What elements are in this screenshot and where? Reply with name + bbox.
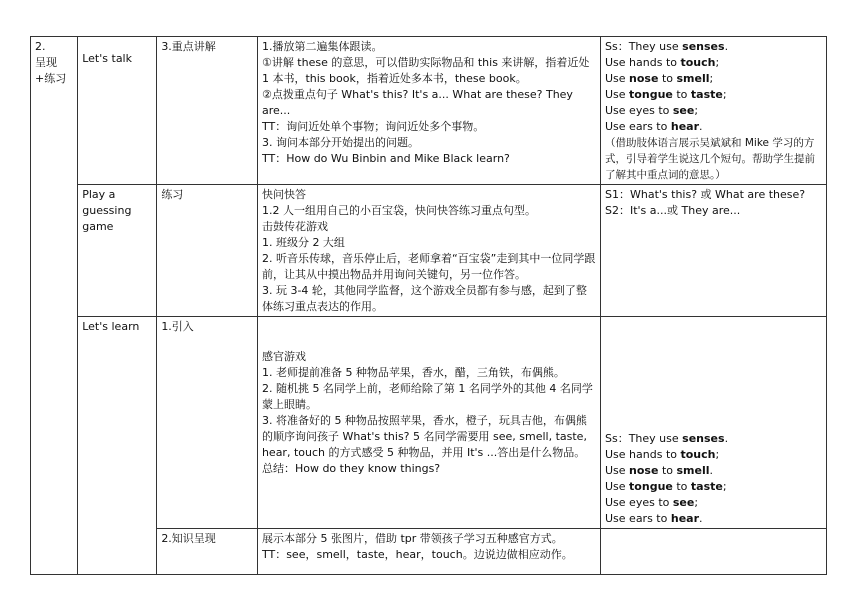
content-line: 1. 老师提前准备 5 种物品苹果，香水，醋，三角铁，布偶熊。 bbox=[261, 366, 565, 379]
student-cell bbox=[601, 529, 827, 575]
content-line: 快问快答 bbox=[261, 188, 306, 201]
student-line: Ss：They use senses. bbox=[605, 40, 729, 53]
student-line: Use tongue to taste; bbox=[605, 88, 727, 101]
student-note: （借助肢体语言展示吴斌斌和 Mike 学习的方式，引导着学生说这几个短句。帮助学生提前了解其中重点词的意思。） bbox=[605, 137, 815, 181]
student-line: Use ears to hear. bbox=[605, 120, 703, 133]
activity-cell bbox=[78, 317, 157, 575]
student-line: Use ears to hear. bbox=[605, 512, 703, 525]
stage-label: 2. 呈现+练习 bbox=[35, 40, 67, 85]
stage-cell bbox=[31, 37, 78, 575]
content-line: 展示本部分 5 张图片，借助 tpr 带领孩子学习五种感官方式。 bbox=[261, 532, 563, 545]
student-cell bbox=[601, 317, 827, 529]
content-line: 2. 随机挑 5 名同学上前，老师给除了第 1 名同学外的其他 4 名同学蒙上眼睛。 bbox=[261, 382, 593, 411]
content-line: 总结：How do they know things? bbox=[261, 462, 441, 475]
table-row bbox=[31, 185, 827, 317]
student-line: Use tongue to taste; bbox=[605, 480, 727, 493]
step-label: 3.重点讲解 bbox=[161, 40, 216, 53]
content-cell bbox=[257, 185, 600, 317]
content-line: 击鼓传花游戏 bbox=[261, 220, 328, 233]
content-line: 1.播放第二遍集体跟读。 bbox=[261, 40, 383, 53]
step-label: 练习 bbox=[161, 188, 184, 201]
content-line: 3. 玩 3-4 轮，其他同学监督，这个游戏全员都有参与感，起到了整体练习重点表达的作用。 bbox=[261, 284, 587, 313]
student-line: Use eyes to see; bbox=[605, 496, 699, 509]
student-cell bbox=[601, 185, 827, 317]
content-cell bbox=[257, 317, 600, 529]
student-line: Use nose to smell; bbox=[605, 72, 714, 85]
activity-label: Let's talk bbox=[82, 52, 132, 65]
activity-label: Let's learn bbox=[82, 320, 140, 333]
content-line: TT：How do Wu Binbin and Mike Black learn? bbox=[261, 152, 510, 165]
step-label: 1.引入 bbox=[161, 320, 194, 333]
content-line: ①讲解 these 的意思，可以借助实际物品和 this 来讲解，指着近处 1 本书，this book，指着近处多本书，these book。 bbox=[261, 56, 590, 85]
student-line: S2：It's a...或 They are... bbox=[605, 204, 741, 217]
content-line: 1. 班级分 2 大组 bbox=[261, 236, 345, 249]
step-cell bbox=[157, 37, 258, 185]
student-line: Ss：They use senses. bbox=[605, 432, 729, 445]
student-line: Use nose to smell. bbox=[605, 464, 714, 477]
student-cell bbox=[601, 37, 827, 185]
content-cell bbox=[257, 37, 600, 185]
table-row bbox=[31, 37, 827, 185]
step-cell bbox=[157, 317, 258, 529]
content-cell bbox=[257, 529, 600, 575]
table-row bbox=[31, 317, 827, 529]
content-line: 2. 听音乐传球，音乐停止后，老师拿着“百宝袋”走到其中一位同学跟前，让其从中摸出物品并用询问关键句，另一位作答。 bbox=[261, 252, 596, 281]
step-cell bbox=[157, 185, 258, 317]
content-line: 感官游戏 bbox=[261, 350, 306, 363]
activity-cell bbox=[78, 185, 157, 317]
content-line: 3. 将准备好的 5 种物品按照苹果，香水，橙子，玩具吉他，布偶熊的顺序询问孩子 What's this? 5 名同学需要用 see, smell, taste, hear, touch 的方式感受 5 种物品，并用 It's ...答出是什么物品。 bbox=[261, 414, 587, 459]
activity-cell bbox=[78, 37, 157, 185]
content-line: TT：询问近处单个事物；询问近处多个事物。 bbox=[261, 120, 485, 133]
student-line: Use hands to touch; bbox=[605, 56, 720, 69]
activity-label: Play a guessing game bbox=[82, 188, 132, 233]
step-label: 2.知识呈现 bbox=[161, 532, 216, 545]
step-cell bbox=[157, 529, 258, 575]
content-line: ②点拨重点句子 What's this? It's a... What are these? They are... bbox=[261, 88, 573, 117]
lesson-plan-table bbox=[30, 36, 827, 575]
student-line: Use hands to touch; bbox=[605, 448, 720, 461]
content-line: 3. 询问本部分开始提出的问题。 bbox=[261, 136, 419, 149]
student-line: Use eyes to see; bbox=[605, 104, 699, 117]
content-line: 1.2 人一组用自己的小百宝袋，快问快答练习重点句型。 bbox=[261, 204, 536, 217]
student-line: S1：What's this? 或 What are these? bbox=[605, 188, 806, 201]
content-line: TT：see，smell，taste，hear，touch。边说边做相应动作。 bbox=[261, 548, 573, 561]
